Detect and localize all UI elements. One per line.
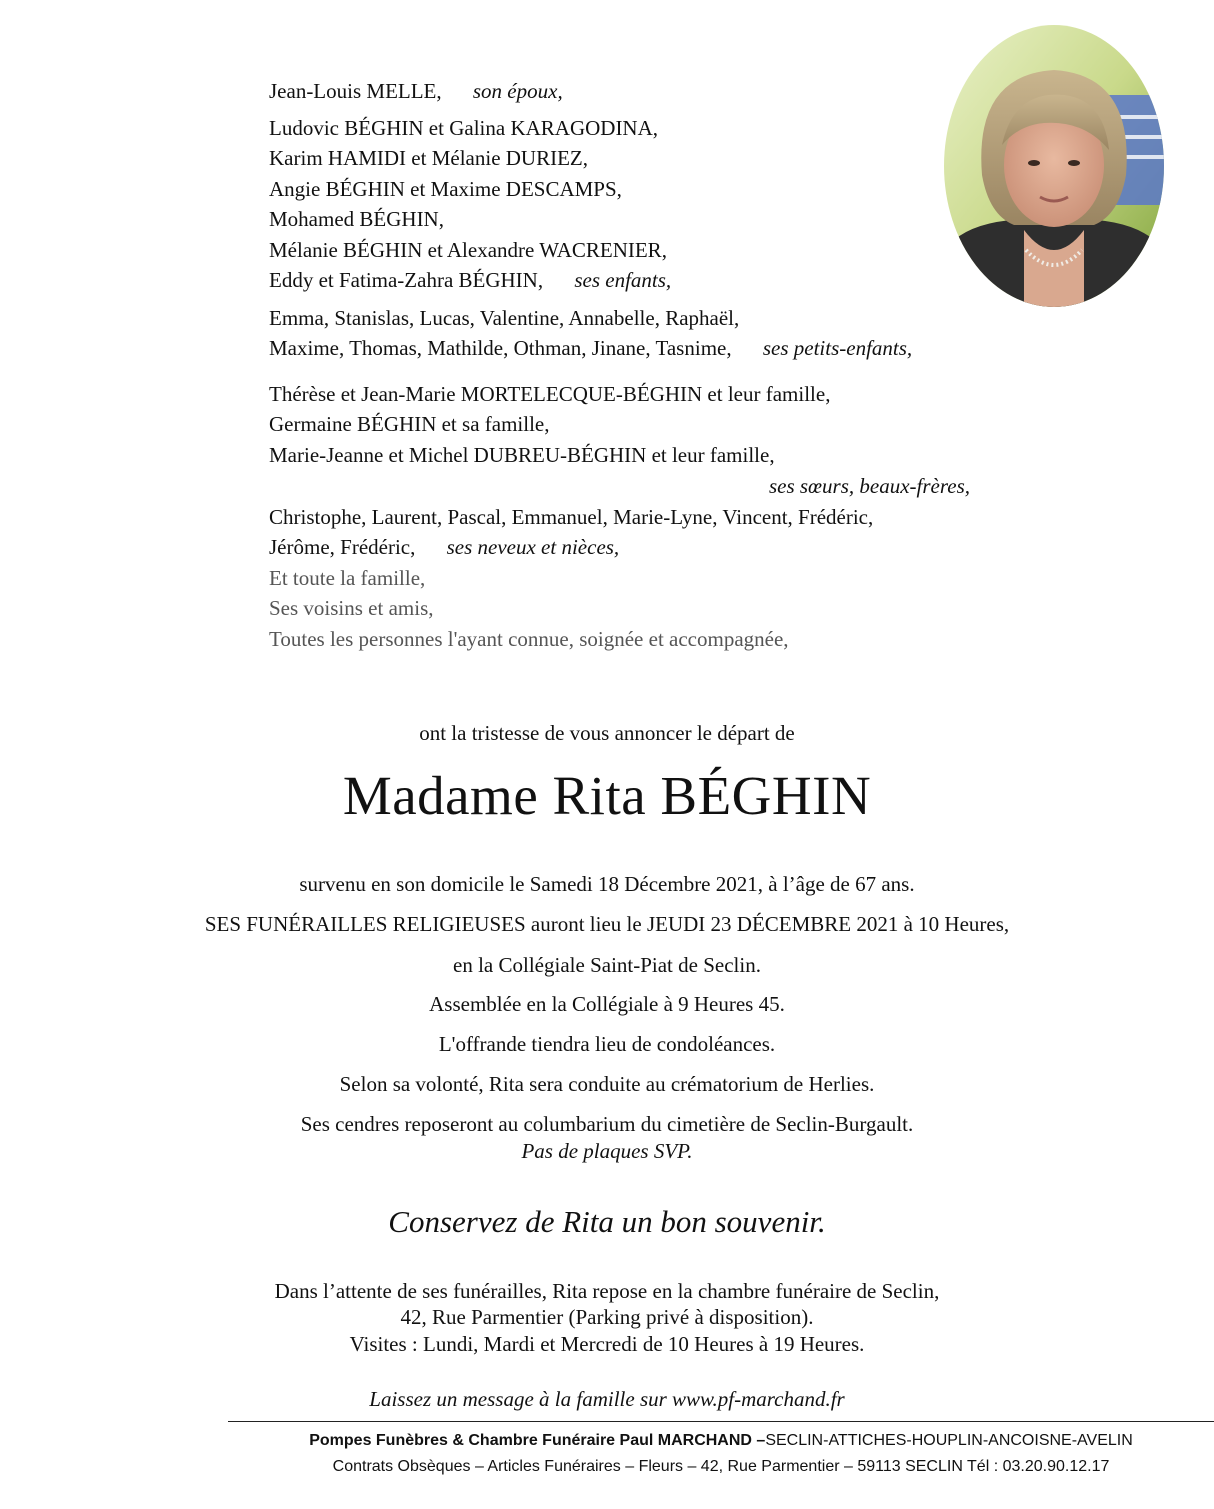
children-role: ses enfants, bbox=[574, 268, 672, 292]
footer-services: Contrats Obsèques – Articles Funéraires – Fleurs – 42, Rue Parmentier – 59113 SECLIN Tél : 03.20.90.12.17 bbox=[332, 1458, 1110, 1475]
spouse-role: son époux, bbox=[472, 79, 563, 103]
child-2: Karim HAMIDI et Mélanie DURIEZ, bbox=[269, 146, 588, 170]
others-2: Ses voisins et amis, bbox=[269, 596, 434, 620]
visit-3: Visites : Lundi, Mardi et Mercredi de 10 Heures à 19 Heures. bbox=[349, 1332, 865, 1356]
others-3: Toutes les personnes l'ayant connue, soignée et accompagnée, bbox=[269, 627, 789, 651]
grandchildren-role: ses petits-enfants, bbox=[762, 336, 913, 360]
spouse-line bbox=[269, 77, 563, 105]
nephews-2-line bbox=[269, 533, 619, 561]
nephews-role: ses neveux et nièces, bbox=[446, 535, 620, 559]
deceased-name: Madame Rita BÉGHIN bbox=[342, 765, 872, 826]
grandchildren-1: Emma, Stanislas, Lucas, Valentine, Annabelle, Raphaël, bbox=[269, 306, 740, 330]
portrait-illustration bbox=[944, 25, 1164, 307]
others-1: Et toute la famille, bbox=[269, 566, 426, 590]
siblings-role: ses sœurs, beaux-frères, bbox=[768, 474, 970, 498]
spouse-name: Jean-Louis MELLE, bbox=[269, 79, 442, 103]
announcement-intro: ont la tristesse de vous annoncer le départ de bbox=[419, 721, 795, 745]
visit-2: 42, Rue Parmentier (Parking privé à disposition). bbox=[400, 1305, 814, 1329]
no-plaques-note: Pas de plaques SVP. bbox=[521, 1139, 693, 1163]
detail-6: Selon sa volonté, Rita sera conduite au crématorium de Herlies. bbox=[339, 1072, 875, 1096]
detail-7: Ses cendres reposeront au columbarium du cimetière de Seclin-Burgault. bbox=[300, 1112, 914, 1136]
sibling-1: Thérèse et Jean-Marie MORTELECQUE-BÉGHIN et leur famille, bbox=[269, 382, 831, 406]
child-4: Mohamed BÉGHIN, bbox=[269, 207, 444, 231]
detail-2: SES FUNÉRAILLES RELIGIEUSES auront lieu le JEUDI 23 DÉCEMBRE 2021 à 10 Heures, bbox=[204, 912, 1010, 936]
nephews-1: Christophe, Laurent, Pascal, Emmanuel, Marie-Lyne, Vincent, Frédéric, bbox=[269, 505, 874, 529]
portrait-photo bbox=[944, 25, 1164, 307]
sibling-2: Germaine BÉGHIN et sa famille, bbox=[269, 412, 550, 436]
detail-1: survenu en son domicile le Samedi 18 Décembre 2021, à l’âge de 67 ans. bbox=[299, 872, 915, 896]
grandchildren-2: Maxime, Thomas, Mathilde, Othman, Jinane, Tasnime, bbox=[269, 336, 732, 360]
child-6: Eddy et Fatima-Zahra BÉGHIN, bbox=[269, 268, 544, 292]
footer-company-line bbox=[228, 1430, 1214, 1452]
sibling-3: Marie-Jeanne et Michel DUBREU-BÉGHIN et leur famille, bbox=[269, 443, 775, 467]
detail-3: en la Collégiale Saint-Piat de Seclin. bbox=[453, 953, 761, 977]
detail-5: L'offrande tiendra lieu de condoléances. bbox=[438, 1032, 776, 1056]
child-6-line bbox=[269, 266, 671, 294]
footer-company: Pompes Funèbres & Chambre Funéraire Paul MARCHAND – bbox=[309, 1432, 766, 1449]
child-1: Ludovic BÉGHIN et Galina KARAGODINA, bbox=[269, 116, 659, 140]
visit-1: Dans l’attente de ses funérailles, Rita repose en la chambre funéraire de Seclin, bbox=[274, 1279, 940, 1303]
footer-divider bbox=[228, 1421, 1214, 1422]
footer-towns: SECLIN-ATTICHES-HOUPLIN-ANCOISNE-AVELIN bbox=[765, 1432, 1133, 1449]
nephews-2: Jérôme, Frédéric, bbox=[269, 535, 416, 559]
website-message: Laissez un message à la famille sur www.pf-marchand.fr bbox=[369, 1387, 845, 1411]
grandchildren-2-line bbox=[269, 334, 912, 362]
child-5: Mélanie BÉGHIN et Alexandre WACRENIER, bbox=[269, 238, 667, 262]
child-3: Angie BÉGHIN et Maxime DESCAMPS, bbox=[269, 177, 622, 201]
souvenir-phrase: Conservez de Rita un bon souvenir. bbox=[388, 1204, 826, 1239]
detail-4: Assemblée en la Collégiale à 9 Heures 45. bbox=[429, 992, 785, 1016]
